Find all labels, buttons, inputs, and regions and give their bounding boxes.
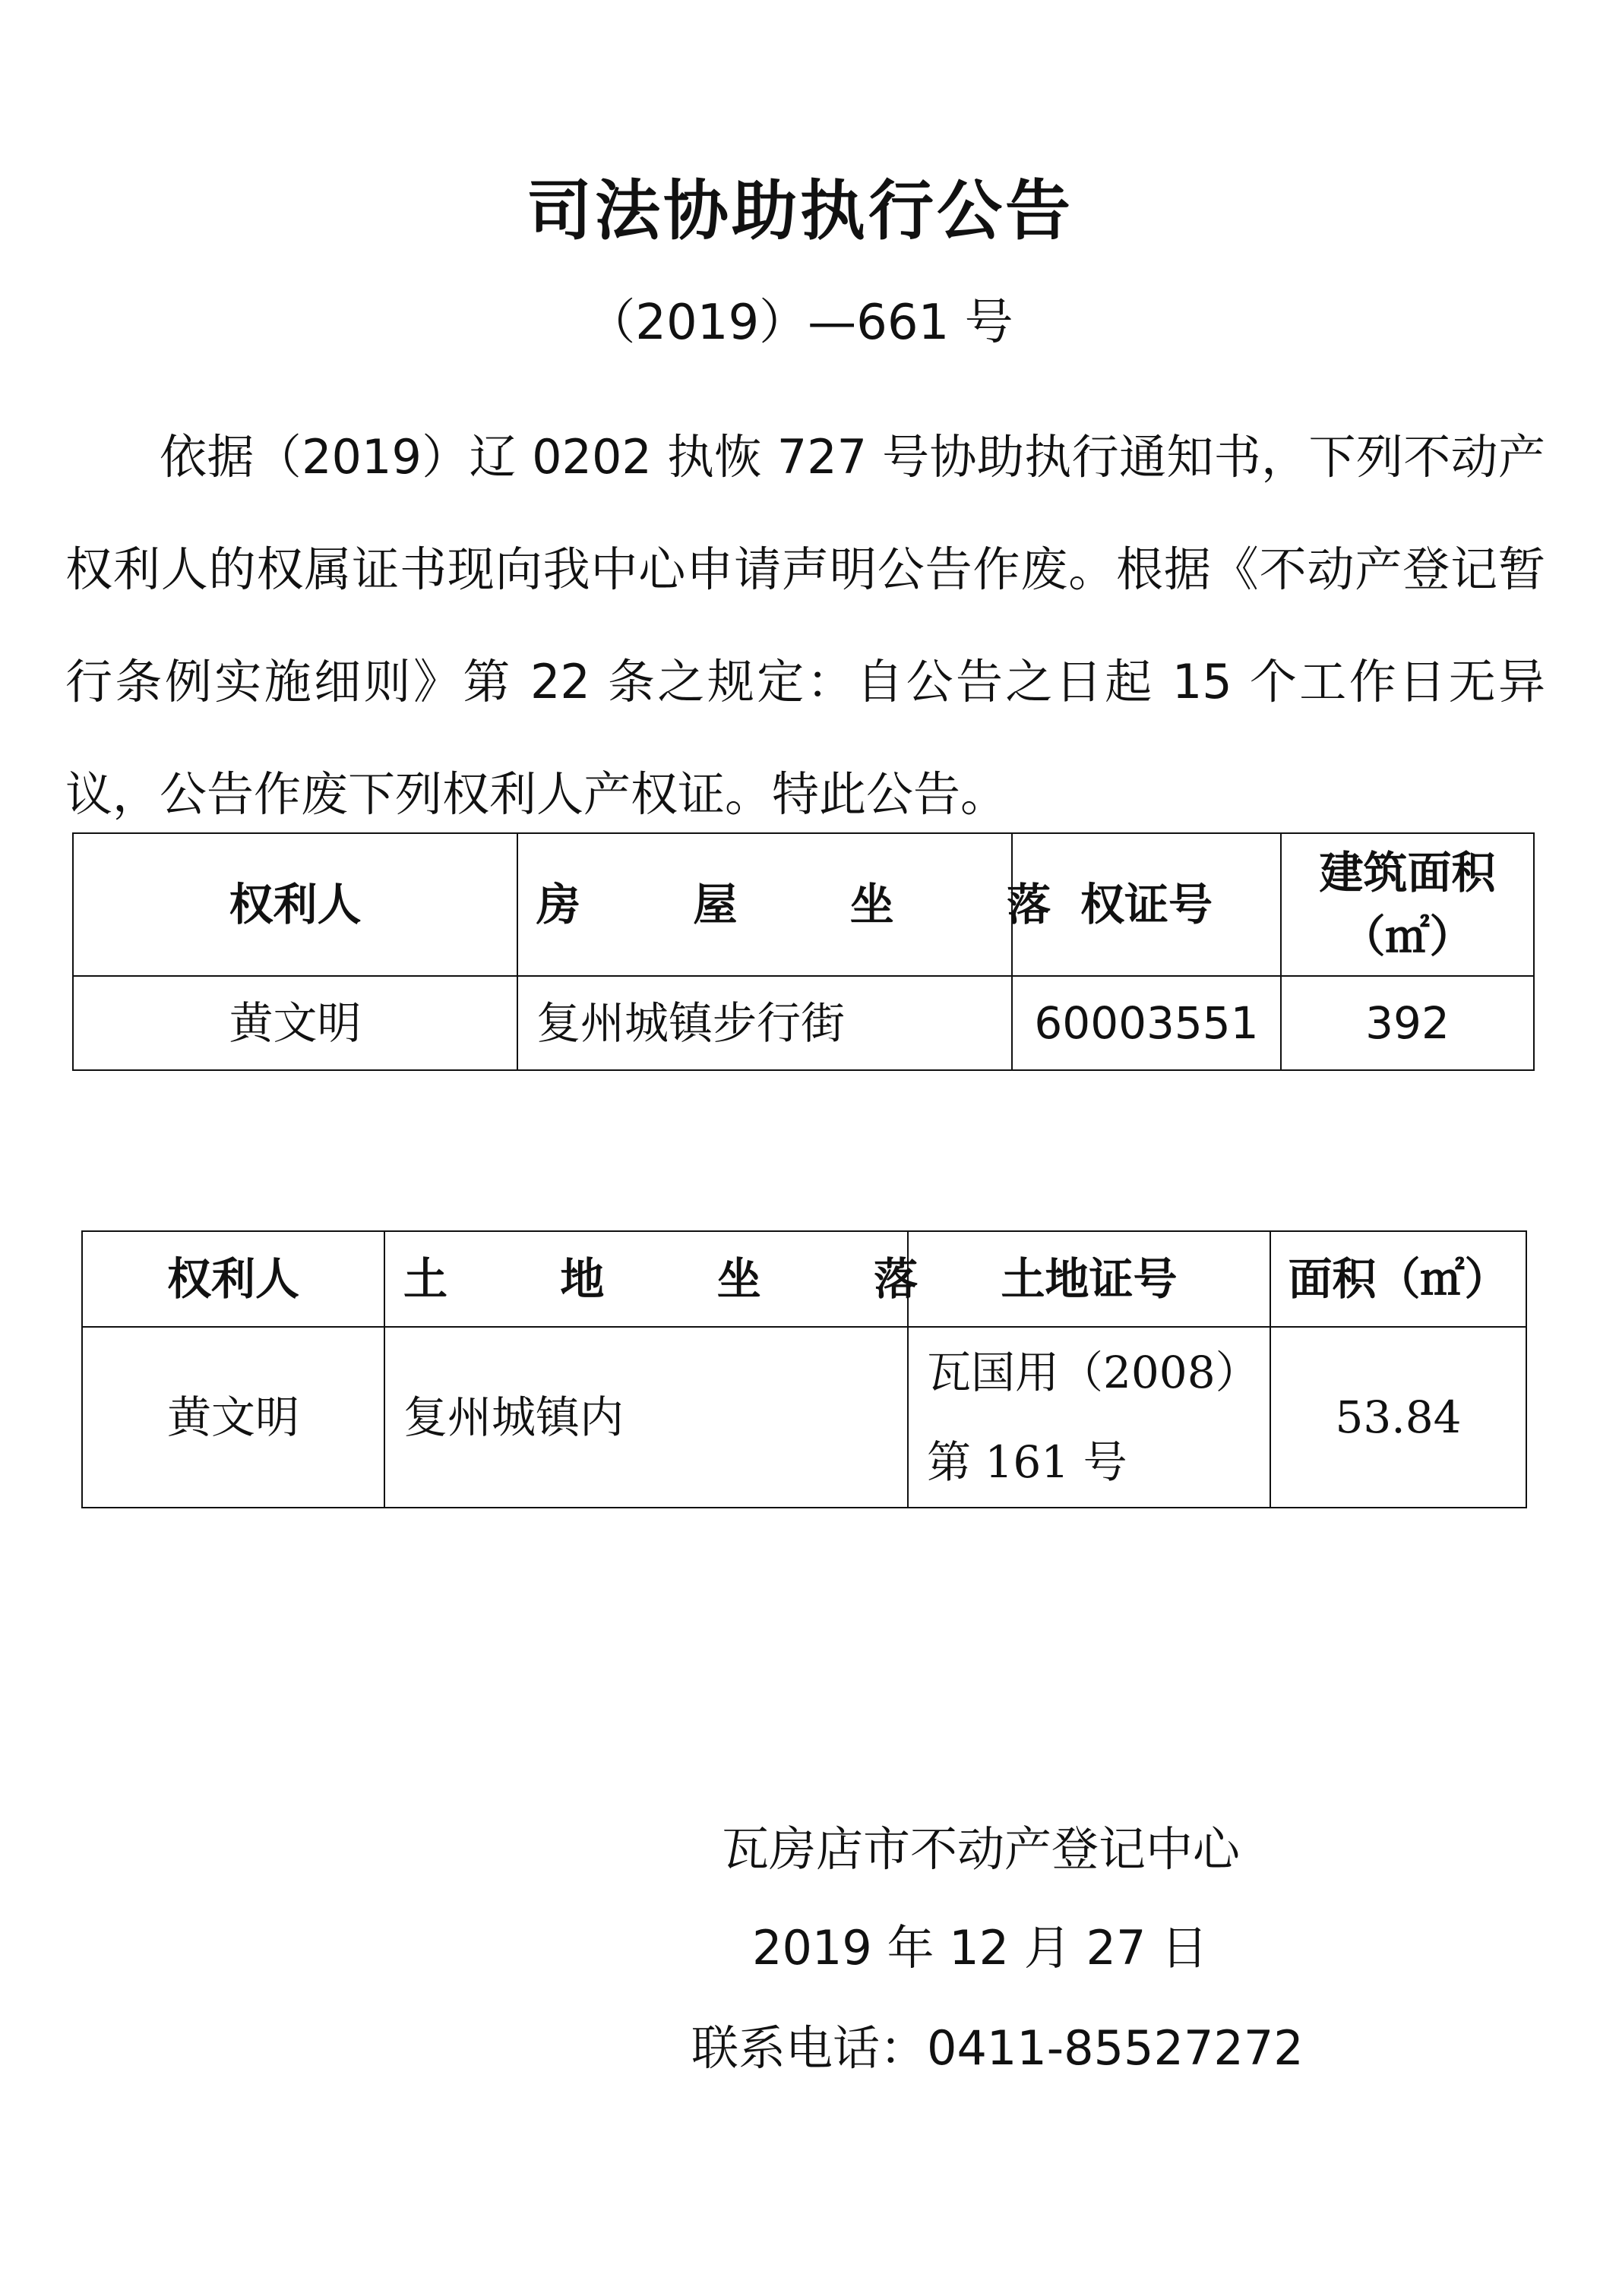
house-table-header-row xyxy=(73,833,1534,976)
table-row xyxy=(73,976,1534,1070)
document-number: （2019）—661 号 xyxy=(587,295,1013,351)
land-cert-no-line2: 第 161 号 xyxy=(927,1436,1127,1488)
land-area-cell: 53.84 xyxy=(1270,1327,1526,1508)
land-header-location xyxy=(384,1231,946,1327)
house-location-cell: 复州城镇步行街 xyxy=(517,976,1012,1070)
house-property-table xyxy=(72,832,1535,1071)
notice-body: 依据（2019）辽 0202 执恢 727 号协助执行通知书，下列不动产权利人的权属证书现向我中心申请声明公告作废。根据《不动产登记暂行条例实施细则》第 22 条之规定：自公告之日起 15 个工作日无异议，公告作废下列权利人产权证。特此公告。 xyxy=(65,429,1545,822)
house-header-location-label: 房 屋 坐 落 xyxy=(536,879,1079,930)
notice-title: 司法协助执行公告 xyxy=(526,173,1074,249)
contact-phone: 联系电话：0411-85527272 xyxy=(691,2020,1304,2076)
land-property-table xyxy=(81,1230,1527,1508)
house-header-cert-no: 权证号 xyxy=(1012,833,1281,976)
land-location-cell: 复州城镇内 xyxy=(384,1327,908,1508)
land-cert-no-line1: 瓦国用（2008） xyxy=(927,1347,1260,1398)
land-header-owner: 权利人 xyxy=(82,1231,384,1327)
table-row xyxy=(82,1327,1526,1508)
house-header-owner: 权利人 xyxy=(73,833,517,976)
house-header-area-line1: 建筑面积 xyxy=(1319,847,1496,899)
land-cert-no-cell xyxy=(908,1327,1270,1508)
house-cert-no-cell: 60003551 xyxy=(1012,976,1281,1070)
land-header-area: 面积（㎡） xyxy=(1270,1231,1526,1327)
land-owner-cell: 黄文明 xyxy=(82,1327,384,1508)
house-header-location xyxy=(517,833,1079,976)
house-owner-cell: 黄文明 xyxy=(73,976,517,1070)
house-area-cell: 392 xyxy=(1281,976,1534,1070)
issuing-organization: 瓦房店市不动产登记中心 xyxy=(722,1821,1241,1877)
land-header-cert-no: 土地证号 xyxy=(908,1231,1270,1327)
issue-date: 2019 年 12 月 27 日 xyxy=(752,1920,1209,1975)
land-table-header-row xyxy=(82,1231,1526,1327)
land-header-location-label: 土 地 坐 落 xyxy=(403,1253,946,1305)
house-header-area xyxy=(1281,833,1534,976)
house-header-area-line2: （㎡） xyxy=(1341,911,1474,962)
